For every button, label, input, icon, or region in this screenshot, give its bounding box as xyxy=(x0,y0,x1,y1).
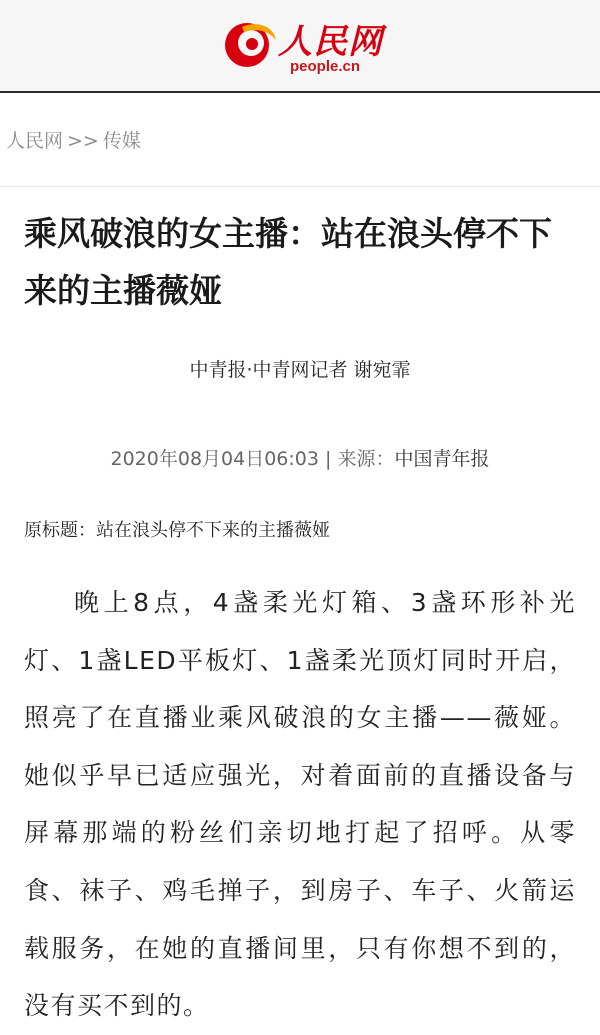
article-meta xyxy=(0,444,600,471)
article-paragraph: 晚上8点，4盏柔光灯箱、3盏环形补光灯、1盏LED平板灯、1盏柔光顶灯同时开启，照亮了在直播业乘风破浪的女主播——薇娅。她似乎早已适应强光，对着面前的直播设备与屏幕那端的粉丝们亲切地打起了招呼。从零食、袜子、鸡毛掸子，到房子、车子、火箭运载服务，在她的直播间里，只有你想不到的，没有买不到的。 xyxy=(24,588,576,1021)
meta-divider: | xyxy=(325,448,332,470)
breadcrumb xyxy=(0,93,600,187)
breadcrumb-separator: >> xyxy=(67,130,99,152)
logo-domain[interactable]: people.cn xyxy=(290,58,361,75)
publish-datetime: 2020年08月04日06:03 xyxy=(110,448,319,470)
source-name[interactable]: 中国青年报 xyxy=(394,448,490,470)
article-title: 乘风破浪的女主播：站在浪头停不下来的主播薇娅 xyxy=(24,214,552,310)
breadcrumb-section-link[interactable]: 传媒 xyxy=(102,130,141,152)
site-header xyxy=(0,0,600,93)
source-label: 来源： xyxy=(337,448,395,470)
people-logo-icon[interactable] xyxy=(222,18,278,68)
breadcrumb-home-link[interactable]: 人民网 xyxy=(6,130,64,152)
article-author: 中青报·中青网记者 谢宛霏 xyxy=(189,359,411,381)
logo-wordmark[interactable]: 人民网 xyxy=(278,22,383,62)
original-title: 原标题：站在浪头停不下来的主播薇娅 xyxy=(24,520,330,541)
